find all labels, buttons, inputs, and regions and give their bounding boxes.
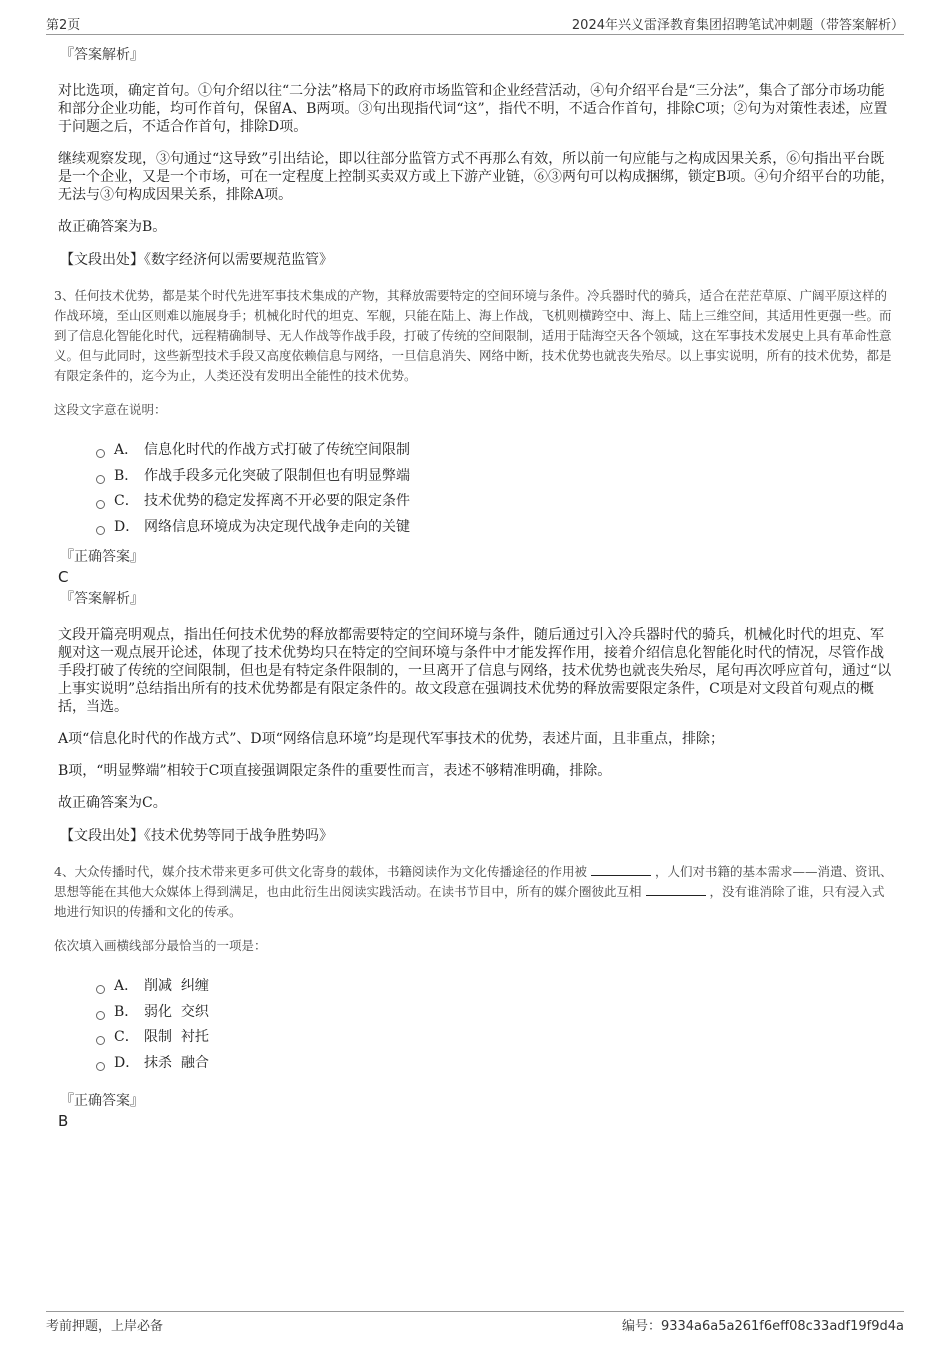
option-text: 技术优势的稳定发挥离不开必要的限定条件 [144, 493, 410, 509]
q2-analysis-paragraph: 对比选项，确定首句。①句介绍以往“二分法”格局下的政府市场监管和企业经营活动，④句介绍平台是“三分法”，集合了部分市场功能和部分企业功能，均可作首句，保留A、B两项。③句出现指代词“这”，指代不明，不适合作首句，排除C项；②句为对策性表述，应置于问题之后，不适合作首句，排除D项。 [58, 83, 888, 135]
q4-question-part: 4、大众传播时代，媒介技术带来更多可供文化寄身的载体，书籍阅读作为文化传播途径的作用被 [54, 864, 587, 879]
fill-blank [646, 883, 706, 896]
radio-button-icon[interactable] [96, 1062, 105, 1071]
radio-button-icon[interactable] [96, 526, 105, 535]
q3-question-text: 3、任何技术优势，都是某个时代先进军事技术集成的产物，其释放需要特定的空间环境与条件。冷兵器时代的骑兵，适合在茫茫草原、广阔平原这样的作战环境，至山区则难以施展身手；机械化时代的坦克、军舰，只能在陆上、海上作战，飞机则横跨空中、海上、陆上三维空间，其适用性更强一些。而到了信息化智能化时代，远程精确制导、无人作战等作战手段，打破了传统的空间限制，适用于陆海空天各个领域，这在军事技术发展史上具有革命性意义。但与此同时，这些新型技术手段又高度依赖信息与网络，一旦信息消失、网络中断，技术优势也就丧失殆尽。以上事实说明，所有的技术优势，都是有限定条件的，迄今为止，人类还没有发明出全能性的技术优势。 [54, 288, 892, 383]
q3-source: 【文段出处】《技术优势等同于战争胜势吗》 [60, 828, 333, 844]
option-letter: D． [114, 1054, 140, 1071]
q2-analysis-paragraph: 继续观察发现，③句通过“这导致”引出结论，即以往部分监管方式不再那么有效，所以前一句应能与之构成因果关系，⑥句指出平台既是一个企业，又是一个市场，可在一定程度上控制买卖双方或上下游产业链，⑥③两句可以构成捆绑，锁定B项。④句介绍平台的功能，无法与③句构成因果关系，排除A项。 [58, 151, 895, 203]
q4-answer: B [58, 1112, 69, 1130]
footer-slogan: 考前押题，上岸必备 [46, 1319, 164, 1334]
q3-option-b[interactable] [96, 464, 896, 490]
option-letter: A． [114, 978, 139, 994]
q2-analysis-label: 『答案解析』 [60, 47, 144, 63]
q3-answer-label: 『正确答案』 [60, 549, 144, 565]
q3-analysis-paragraph: A项“信息化时代的作战方式”、D项“网络信息环境”均是现代军事技术的优势，表述片面，且非重点，排除； [58, 731, 724, 747]
option-letter: D． [114, 518, 140, 535]
q4-option-a[interactable] [96, 974, 896, 1000]
q2-source: 【文段出处】《数字经济何以需要规范监管》 [60, 252, 333, 268]
option-letter: B． [114, 1003, 139, 1020]
page-header [46, 14, 904, 35]
option-text: 限制 衬托 [144, 1029, 209, 1045]
option-text: 作战手段多元化突破了限制但也有明显弊端 [144, 467, 410, 484]
q4-question-part: ，没有谁消除了谁，只有浸入式地进行知识的传播和文化的传承。 [54, 884, 885, 919]
q3-option-d[interactable] [96, 515, 896, 541]
radio-button-icon[interactable] [96, 1036, 105, 1045]
q4-option-d[interactable] [96, 1051, 896, 1077]
q4-answer-label: 『正确答案』 [60, 1093, 144, 1109]
radio-button-icon[interactable] [96, 475, 105, 484]
page-content [56, 44, 896, 1132]
option-letter: C． [114, 493, 139, 509]
page-number: 第2页 [46, 18, 81, 33]
option-text: 信息化时代的作战方式打破了传统空间限制 [144, 442, 410, 458]
q3-prompt: 这段文字意在说明： [54, 402, 167, 417]
option-text: 削减 纠缠 [144, 978, 209, 994]
q4-option-b[interactable] [96, 1000, 896, 1026]
document-title: 2024年兴义雷泽教育集团招聘笔试冲刺题（带答案解析） [571, 18, 904, 33]
q2-analysis-paragraph: 故正确答案为B。 [58, 219, 167, 235]
q4-prompt: 依次填入画横线部分最恰当的一项是： [54, 938, 267, 953]
radio-button-icon[interactable] [96, 500, 105, 509]
q3-analysis-label: 『答案解析』 [60, 591, 144, 607]
q4-options [96, 974, 896, 1076]
radio-button-icon[interactable] [96, 449, 105, 458]
q3-analysis-paragraph: 文段开篇亮明观点，指出任何技术优势的释放都需要特定的空间环境与条件，随后通过引入冷兵器时代的骑兵，机械化时代的坦克、军舰对这一观点展开论述，体现了技术优势均只在特定的空间环境与条件中才能发挥作用，接着介绍信息化智能化时代的情况，尽管作战手段打破了传统的空间限制，但也是有特定条件限制的，一旦离开了信息与网络，技术优势也就丧失殆尽，尾句再次呼应首句，通过“以上事实说明”总结指出所有的技术优势都是有限定条件的。故文段意在强调技术优势的释放需要限定条件，C项是对文段首句观点的概括，当选。 [58, 627, 892, 715]
radio-button-icon[interactable] [96, 985, 105, 994]
q3-option-c[interactable] [96, 489, 896, 515]
q3-options [96, 438, 896, 540]
option-letter: A． [114, 442, 139, 458]
q3-answer: C [58, 568, 69, 586]
option-letter: B． [114, 467, 139, 484]
option-text: 网络信息环境成为决定现代战争走向的关键 [144, 518, 410, 535]
page-footer [46, 1311, 904, 1337]
q3-analysis-paragraph: B项，“明显弊端”相较于C项直接强调限定条件的重要性而言，表述不够精准明确，排除。 [58, 763, 612, 779]
document-id: 编号：9334a6a5a261f6eff08c33adf19f9d4a [621, 1319, 904, 1334]
option-text: 抹杀 融合 [144, 1054, 209, 1071]
q3-option-a[interactable] [96, 438, 896, 464]
q3-analysis-paragraph: 故正确答案为C。 [58, 795, 167, 811]
fill-blank [591, 863, 651, 876]
q4-question-part: ，人们对书籍的基本需求——消遣、资讯、思想等能在其他大众媒体上得到满足，也由此衍生出阅读实践活动。在读书节目中，所有的媒介圈彼此互相 [54, 864, 893, 899]
radio-button-icon[interactable] [96, 1011, 105, 1020]
q4-option-c[interactable] [96, 1025, 896, 1051]
option-text: 弱化 交织 [144, 1003, 209, 1020]
option-letter: C． [114, 1029, 139, 1045]
q4-question-text [54, 862, 896, 922]
